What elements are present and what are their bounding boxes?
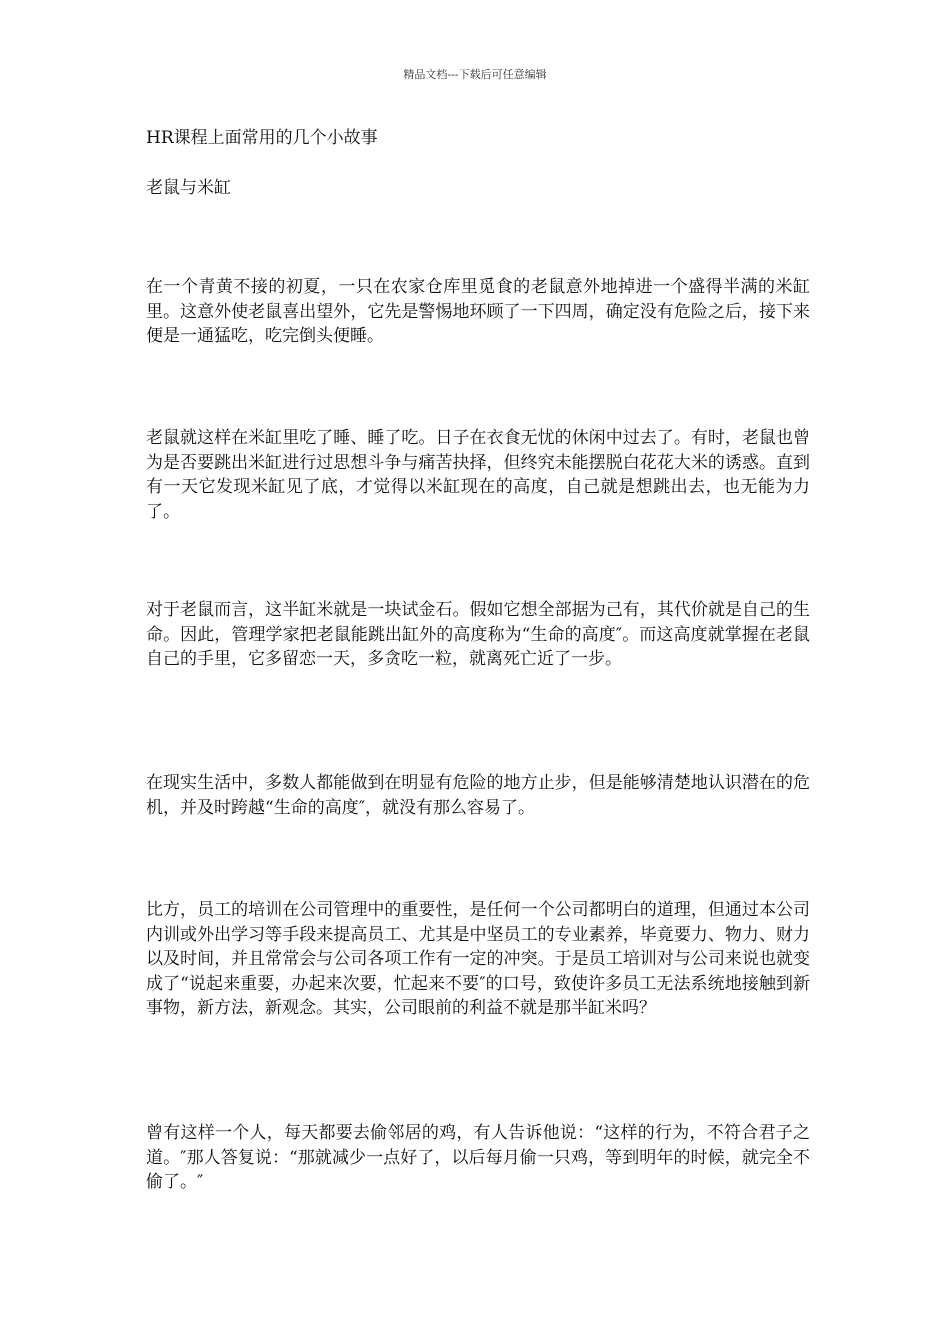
- story-title: 老鼠与米缸: [146, 178, 231, 198]
- document-title: HR课程上面常用的几个小故事: [146, 128, 378, 148]
- paragraph: 老鼠就这样在米缸里吃了睡、睡了吃。日子在衣食无忧的休闲中过去了。有时，老鼠也曾为是否要跳出米缸进行过思想斗争与痛苦抉择，但终究未能摆脱白花花大米的诱惑。直到有一天它发现米缸见了底，才觉得以米缸现在的高度，自己就是想跳出去，也无能为力了。: [146, 428, 810, 522]
- paragraph: 比方，员工的培训在公司管理中的重要性，是任何一个公司都明白的道理，但通过本公司内训或外出学习等手段来提高员工、尤其是中坚员工的专业素养，毕竟要力、物力、财力以及时间，并且常常会与公司各项工作有一定的冲突。于是员工培训对与公司来说也就变成了“说起来重要，办起来次要，忙起来不要″的口号，致使许多员工无法系统地接触到新事物，新方法，新观念。其实，公司眼前的利益不就是那半缸米吗？: [146, 900, 810, 1018]
- paragraph: 曾有这样一个人，每天都要去偷邻居的鸡，有人告诉他说：“这样的行为，不符合君子之道。″那人答复说：“那就减少一点好了，以后每月偷一只鸡，等到明年的时候，就完全不偷了。″: [146, 1123, 810, 1192]
- paragraph: 对于老鼠而言，这半缸米就是一块试金石。假如它想全部据为己有，其代价就是自己的生命。因此，管理学家把老鼠能跳出缸外的高度称为“生命的高度″。而这高度就掌握在老鼠自己的手里，它多留恋一天，多贪吃一粒，就离死亡近了一步。: [146, 600, 810, 669]
- paragraph: 在一个青黄不接的初夏，一只在农家仓库里觅食的老鼠意外地掉进一个盛得半满的米缸里。这意外使老鼠喜出望外，它先是警惕地环顾了一下四周，确定没有危险之后，接下来便是一通猛吃，吃完倒头便睡。: [146, 277, 810, 346]
- paragraph: 在现实生活中，多数人都能做到在明显有危险的地方止步，但是能够清楚地认识潜在的危机，并及时跨越“生命的高度″，就没有那么容易了。: [146, 773, 810, 818]
- page-header: 精品文档---下载后可任意编辑: [403, 68, 547, 81]
